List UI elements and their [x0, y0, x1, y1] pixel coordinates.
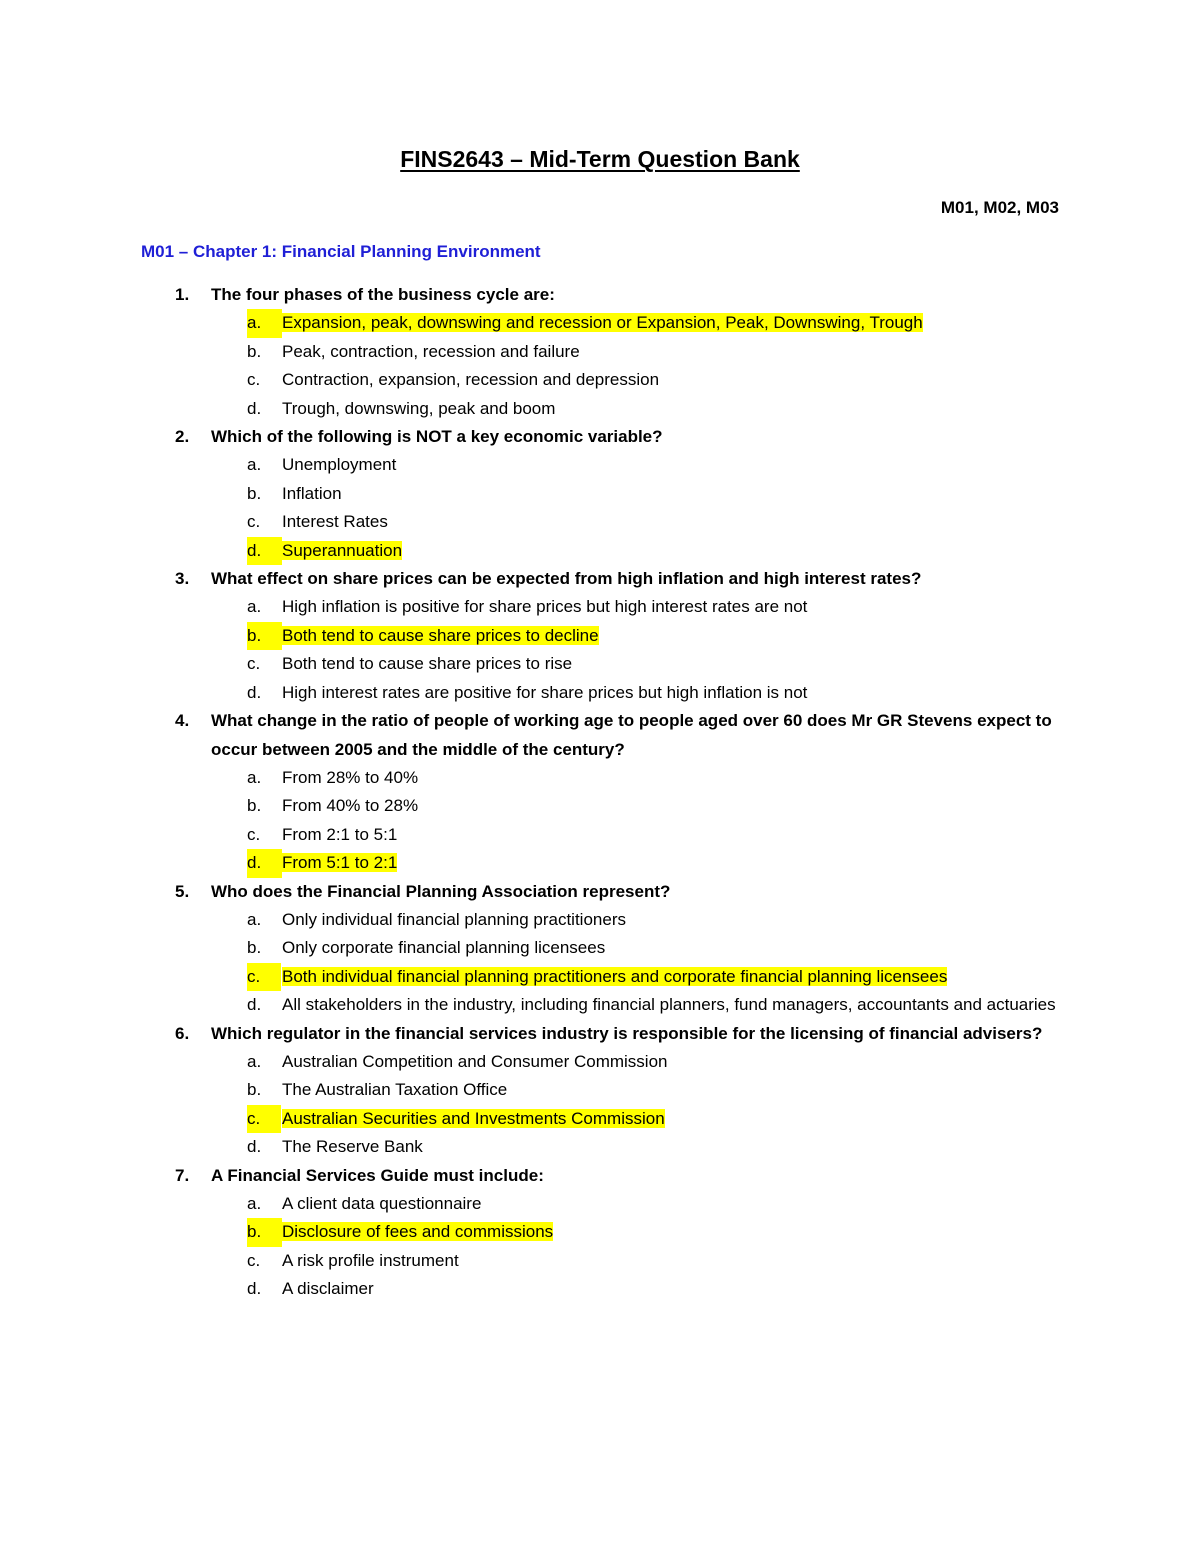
option-text: Only corporate financial planning licensees — [282, 938, 606, 958]
answer-option — [0, 1247, 1060, 1275]
answer-option-correct — [0, 622, 1060, 650]
answer-options — [211, 309, 1060, 423]
option-text: Australian Securities and Investments Commission — [282, 1108, 665, 1128]
answer-option — [0, 366, 1060, 394]
answer-options — [211, 1190, 1060, 1304]
answer-option — [0, 650, 1060, 678]
option-letter: a. — [247, 1051, 262, 1071]
option-letter: d. — [247, 398, 262, 418]
question-item — [0, 565, 1200, 707]
answer-option — [0, 934, 1060, 962]
question-text: Which regulator in the financial services industry is responsible for the licensing of financial advisers? — [211, 1023, 1043, 1043]
option-text: Only individual financial planning practitioners — [282, 909, 626, 929]
option-text: Both individual financial planning practitioners and corporate financial planning licensees — [282, 966, 948, 986]
option-letter: d. — [247, 995, 262, 1015]
answer-option — [0, 906, 1060, 934]
answer-options — [211, 593, 1060, 707]
question-number: 6. — [175, 1023, 190, 1043]
option-letter: b. — [247, 622, 282, 650]
option-letter: c. — [247, 370, 261, 390]
module-list: M01, M02, M03 — [940, 198, 1059, 217]
option-text: Superannuation — [282, 540, 403, 560]
option-letter: c. — [247, 824, 261, 844]
answer-option — [0, 1076, 1060, 1104]
question-number: 3. — [175, 569, 190, 589]
option-letter: d. — [247, 682, 262, 702]
option-text: Trough, downswing, peak and boom — [282, 398, 556, 418]
option-text: Australian Competition and Consumer Commission — [282, 1051, 668, 1071]
option-letter: c. — [247, 512, 261, 532]
option-text: Interest Rates — [282, 512, 388, 532]
option-letter: a. — [247, 767, 262, 787]
chapter-heading: M01 – Chapter 1: Financial Planning Environment — [141, 242, 541, 261]
answer-option-correct — [0, 963, 1060, 991]
answer-option — [0, 991, 1060, 1019]
question-item — [0, 878, 1200, 1020]
answer-option — [0, 593, 1060, 621]
option-letter: a. — [247, 909, 262, 929]
option-text: Disclosure of fees and commissions — [282, 1222, 554, 1242]
answer-option — [0, 792, 1060, 820]
answer-options — [211, 451, 1060, 565]
document-title: FINS2643 – Mid-Term Question Bank — [400, 146, 800, 172]
option-text: Both tend to cause share prices to decline — [282, 625, 599, 645]
answer-option — [0, 1190, 1060, 1218]
question-number: 5. — [175, 881, 190, 901]
answer-option — [0, 338, 1060, 366]
option-text: Both tend to cause share prices to rise — [282, 654, 573, 674]
option-letter: c. — [247, 1105, 281, 1133]
question-text: What effect on share prices can be expected from high inflation and high interest rates? — [211, 569, 922, 589]
option-letter: a. — [247, 1194, 262, 1213]
option-text: From 40% to 28% — [282, 796, 419, 816]
option-letter: b. — [247, 1080, 262, 1100]
option-text: A risk profile instrument — [282, 1250, 459, 1270]
question-item — [0, 1020, 1200, 1162]
question-item — [0, 1162, 1200, 1304]
option-letter: a. — [247, 597, 262, 617]
answer-option-correct — [0, 537, 1060, 565]
option-text: Expansion, peak, downswing and recession or Expansion, Peak, Downswing, Trough — [282, 313, 923, 333]
option-text: Contraction, expansion, recession and depression — [282, 370, 660, 390]
option-text: From 5:1 to 2:1 — [282, 853, 398, 873]
option-letter: d. — [247, 849, 282, 877]
option-text: High inflation is positive for share prices but high interest rates are not — [282, 597, 808, 617]
question-text: A Financial Services Guide must include: — [211, 1165, 544, 1185]
question-text: Which of the following is NOT a key economic variable? — [211, 427, 663, 447]
answer-options — [211, 764, 1060, 878]
option-letter: d. — [247, 537, 282, 565]
answer-option-correct — [0, 309, 1060, 337]
question-item — [0, 281, 1200, 423]
answer-options — [211, 906, 1060, 1020]
answer-options — [211, 1048, 1060, 1162]
answer-option — [0, 1275, 1060, 1303]
answer-option — [0, 1133, 1060, 1161]
question-text: What change in the ratio of people of working age to people aged over 60 does Mr GR Stevens expect to occur between 2005 and the middle of the century? — [211, 711, 1052, 759]
option-text: Unemployment — [282, 455, 397, 475]
answer-option-correct — [0, 1105, 1060, 1133]
answer-option — [0, 480, 1060, 508]
question-number: 4. — [175, 711, 190, 731]
option-letter: b. — [247, 1218, 282, 1246]
option-letter: c. — [247, 963, 281, 991]
question-item — [0, 707, 1200, 877]
answer-option — [0, 1048, 1060, 1076]
option-letter: d. — [247, 1137, 262, 1157]
answer-option — [0, 508, 1060, 536]
option-letter: b. — [247, 341, 262, 361]
answer-option — [0, 679, 1060, 707]
question-number: 7. — [175, 1165, 190, 1185]
answer-option — [0, 451, 1060, 479]
option-text: Peak, contraction, recession and failure — [282, 341, 580, 361]
question-text: The four phases of the business cycle are: — [211, 285, 555, 304]
option-text: Inflation — [282, 483, 342, 503]
option-letter: b. — [247, 938, 262, 958]
option-letter: c. — [247, 1250, 261, 1270]
question-number: 1. — [175, 285, 190, 304]
option-text: All stakeholders in the industry, including financial planners, fund managers, accountants and actuaries — [282, 995, 1056, 1015]
question-number: 2. — [175, 427, 190, 447]
option-letter: d. — [247, 1279, 262, 1299]
answer-option — [0, 764, 1060, 792]
option-letter: b. — [247, 796, 262, 816]
option-letter: c. — [247, 654, 261, 674]
option-text: A client data questionnaire — [282, 1194, 482, 1213]
option-text: From 28% to 40% — [282, 767, 419, 787]
question-item — [0, 423, 1200, 565]
option-text: From 2:1 to 5:1 — [282, 824, 398, 844]
option-letter: a. — [247, 309, 282, 337]
option-letter: b. — [247, 483, 262, 503]
question-list — [0, 281, 1200, 1304]
answer-option — [0, 395, 1060, 423]
question-text: Who does the Financial Planning Association represent? — [211, 881, 671, 901]
option-text: A disclaimer — [282, 1279, 374, 1299]
answer-option — [0, 821, 1060, 849]
option-text: The Australian Taxation Office — [282, 1080, 508, 1100]
option-letter: a. — [247, 455, 262, 475]
answer-option-correct — [0, 1218, 1060, 1246]
answer-option-correct — [0, 849, 1060, 877]
option-text: The Reserve Bank — [282, 1137, 423, 1157]
option-text: High interest rates are positive for share prices but high inflation is not — [282, 682, 808, 702]
